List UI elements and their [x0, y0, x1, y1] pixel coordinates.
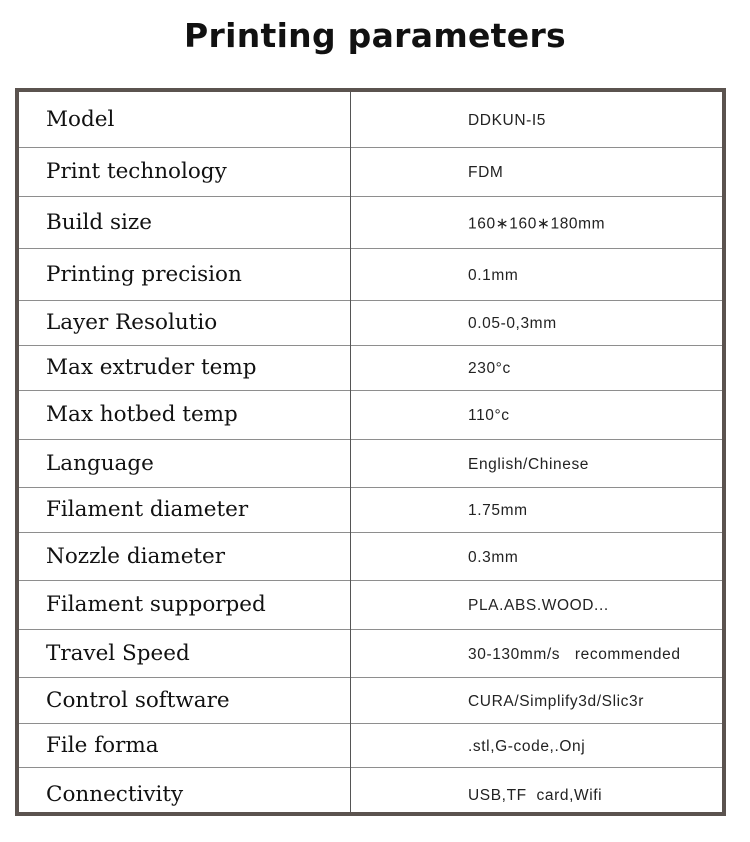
spec-value: 30-130mm/s recommended	[468, 645, 681, 663]
spec-table	[19, 92, 722, 822]
spec-row-printing-precision	[19, 249, 722, 301]
spec-value: 0.3mm	[468, 548, 519, 566]
spec-label: Filament supporped	[46, 592, 266, 617]
spec-label: Layer Resolutio	[46, 310, 218, 335]
spec-label: Max extruder temp	[46, 355, 257, 380]
page-title: Printing parameters	[184, 16, 566, 55]
spec-value: .stl,G-code,.Onj	[468, 737, 586, 755]
column-divider	[350, 92, 351, 812]
spec-value: English/Chinese	[468, 455, 590, 473]
spec-value: DDKUN-I5	[468, 111, 547, 129]
spec-row-travel-speed	[19, 630, 722, 678]
spec-value: 160∗160∗180mm	[468, 214, 606, 232]
spec-row-language	[19, 440, 722, 488]
spec-row-nozzle-diameter	[19, 533, 722, 581]
spec-value: FDM	[468, 163, 504, 181]
spec-label: Printing precision	[46, 261, 242, 287]
spec-row-filament-diameter	[19, 488, 722, 533]
spec-label: Print technology	[46, 159, 227, 184]
spec-label: Connectivity	[46, 782, 184, 807]
spec-value: CURA/Simplify3d/Slic3r	[468, 692, 644, 710]
spec-value: 0.05-0,3mm	[468, 314, 557, 332]
spec-row-filament-supported	[19, 581, 722, 630]
spec-label: Nozzle diameter	[46, 543, 226, 569]
spec-label: Max hotbed temp	[46, 402, 238, 427]
spec-row-build-size	[19, 197, 722, 249]
spec-label: Build size	[46, 209, 152, 235]
spec-label: Control software	[46, 687, 230, 713]
spec-row-control-software	[19, 678, 722, 724]
spec-label: Language	[46, 450, 154, 476]
spec-row-file-format	[19, 724, 722, 768]
spec-row-max-extruder-temp	[19, 346, 722, 391]
spec-label: Filament diameter	[46, 497, 249, 522]
spec-row-model	[19, 92, 722, 148]
spec-value: USB,TF card,Wifi	[468, 786, 603, 804]
spec-row-layer-resolution	[19, 301, 722, 346]
spec-value: 230°c	[468, 359, 511, 377]
spec-row-connectivity	[19, 768, 722, 822]
spec-value: 0.1mm	[468, 266, 519, 284]
spec-value: 1.75mm	[468, 501, 528, 519]
spec-label: Travel Speed	[46, 640, 190, 666]
spec-label: File forma	[46, 732, 159, 758]
spec-value: 110°c	[468, 406, 510, 424]
spec-value: PLA.ABS.WOOD...	[468, 596, 609, 614]
spec-row-print-technology	[19, 148, 722, 197]
spec-row-max-hotbed-temp	[19, 391, 722, 440]
spec-label: Model	[46, 106, 115, 132]
